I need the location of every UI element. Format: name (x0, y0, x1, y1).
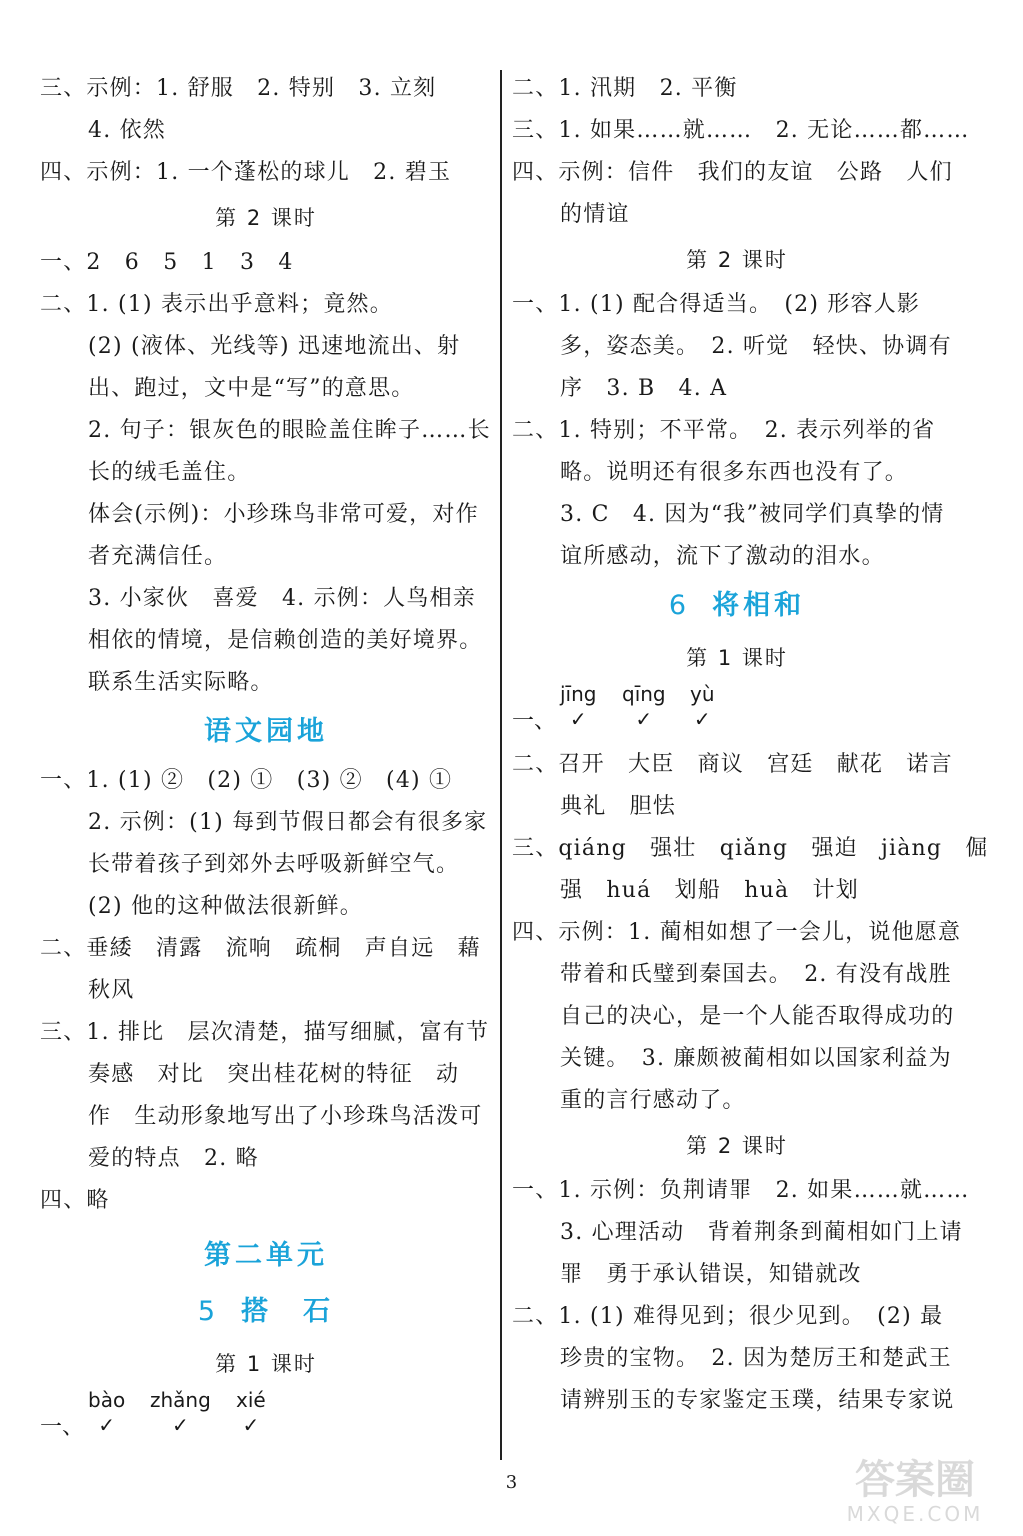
answer-line: 2. 句子：银灰色的眼睑盖住眸子……长 (88, 418, 491, 443)
answer-line: 奏感 对比 突出桂花树的特征 动 (88, 1062, 460, 1087)
answer-line: 四、略 (40, 1188, 110, 1213)
answer-line: 带着和氏璧到秦国去。 2. 有没有战胜 (560, 962, 952, 987)
right-answer-block (512, 68, 970, 578)
right-column (512, 68, 989, 1422)
answer-line: 二、1. (1) 难得见到；很少见到。 (2) 最 (512, 1304, 944, 1329)
lesson-name: 将相和 (712, 590, 806, 621)
pinyin-text: jīng (560, 682, 597, 706)
unit-title: 第二单元 (204, 1240, 328, 1271)
answer-line: 强 huá 划船 huà 计划 (560, 878, 859, 903)
pinyin-answer-row (512, 682, 962, 744)
answer-line: 三、示例：1. 舒服 2. 特别 3. 立刻 (40, 76, 437, 101)
lesson-heading: 第 1 课时 (686, 646, 788, 670)
checkmark-icon: ✓ (242, 1413, 260, 1437)
pinyin-item (88, 1388, 125, 1436)
answer-line: 序 3. B 4. A (560, 376, 728, 401)
checkmark-icon: ✓ (693, 707, 711, 731)
pinyin-item (560, 682, 596, 730)
answer-line: 谊所感动，流下了激动的泪水。 (560, 544, 885, 569)
answer-line: (2) (液体、光线等) 迅速地流出、射 (88, 334, 461, 359)
pinyin-text: zhǎng (150, 1388, 211, 1412)
answer-line: 三、1. 排比 层次清楚，描写细腻，富有节 (40, 1020, 490, 1045)
watermark-text: 答案圈 (855, 1457, 975, 1503)
checkmark-icon: ✓ (635, 707, 653, 731)
answer-line: 罪 勇于承认错误，知错就改 (560, 1262, 862, 1287)
right-answer-block-2 (512, 744, 989, 1122)
page-number: 3 (505, 1472, 518, 1493)
pinyin-text: qīng (622, 682, 666, 706)
lesson-5-title (40, 1284, 492, 1340)
answer-line: 2. 示例：(1) 每到节假日都会有很多家 (88, 810, 488, 835)
answer-line: 一、1. 示例：负荆请罪 2. 如果……就…… (512, 1178, 970, 1203)
answer-line: 二、召开 大臣 商议 宫廷 献花 诺言 (512, 752, 953, 777)
lesson-name: 搭 石 (241, 1296, 335, 1327)
lesson-heading: 第 1 课时 (215, 1352, 317, 1376)
answer-line: 二、1. 特别；不平常。 2. 表示列举的省 (512, 418, 936, 443)
lesson-heading: 第 2 课时 (686, 1134, 788, 1158)
answer-line: 出、跑过，文中是“写”的意思。 (88, 376, 415, 401)
answer-line: 四、示例：1. 一个蓬松的球儿 2. 碧玉 (40, 160, 452, 185)
answer-line: 爱的特点 2. 略 (88, 1146, 259, 1171)
section-title-yuwen-yuandi: 语文园地 (204, 716, 328, 747)
answer-line: 长带着孩子到郊外去呼吸新鲜空气。 (88, 852, 460, 877)
answer-line: 者充满信任。 (88, 544, 228, 569)
checkmark-icon: ✓ (98, 1413, 115, 1437)
right-answer-block-3 (512, 1170, 970, 1422)
pinyin-answer-row (40, 1388, 492, 1450)
pinyin-item (690, 682, 715, 730)
answer-line: 二、垂緌 清露 流响 疏桐 声自远 藉 (40, 936, 481, 961)
answer-line: 相依的情境，是信赖创造的美好境界。 (88, 628, 483, 653)
answer-line: 三、1. 如果……就…… 2. 无论……都…… (512, 118, 970, 143)
answer-line: 自己的决心，是一个人能否取得成功的 (560, 1004, 955, 1029)
lesson-6-title (512, 578, 962, 634)
answer-line: 重的言行感动了。 (560, 1088, 746, 1113)
answer-line: 3. 小家伙 喜爱 4. 示例：人鸟相亲 (88, 586, 476, 611)
answer-line: 一、1. (1) 配合得适当。 (2) 形容人影 (512, 292, 921, 317)
lesson-number: 5 (197, 1296, 220, 1327)
pinyin-item (236, 1388, 266, 1436)
question-label: 一、 (512, 709, 557, 734)
answer-line: 关键。 3. 廉颇被蔺相如以国家利益为 (560, 1046, 952, 1071)
answer-line: (2) 他的这种做法很新鲜。 (88, 894, 363, 919)
answer-line: 典礼 胆怯 (560, 794, 677, 819)
lesson-heading: 第 2 课时 (215, 206, 317, 230)
answer-line: 的情谊 (560, 202, 630, 227)
answer-line: 四、示例：1. 蔺相如想了一会儿，说他愿意 (512, 920, 962, 945)
answer-line: 4. 依然 (88, 118, 166, 143)
answer-line: 二、1. (1) 表示出乎意料；竟然。 (40, 292, 393, 317)
pinyin-text: yù (690, 682, 715, 706)
left-answer-block (40, 68, 492, 704)
pinyin-item (622, 682, 666, 730)
answer-line: 请辨别玉的专家鉴定玉璞，结果专家说 (560, 1388, 955, 1413)
question-label: 一、 (40, 1415, 85, 1440)
answer-line: 3. 心理活动 背着荆条到蔺相如门上请 (560, 1220, 963, 1245)
lesson-heading: 第 2 课时 (686, 248, 788, 272)
answer-line: 珍贵的宝物。 2. 因为楚厉王和楚武王 (560, 1346, 952, 1371)
answer-line: 多，姿态美。 2. 听觉 轻快、协调有 (560, 334, 952, 359)
answer-line: 作 生动形象地写出了小珍珠鸟活泼可 (88, 1104, 483, 1129)
answer-line: 一、1. (1) ② (2) ① (3) ② (4) ① (40, 768, 453, 793)
answer-line: 略。说明还有很多东西也没有了。 (560, 460, 909, 485)
pinyin-text: bào (88, 1388, 126, 1412)
answer-line: 一、2 6 5 1 3 4 (40, 250, 294, 275)
answer-line: 二、1. 汛期 2. 平衡 (512, 76, 738, 101)
answer-line: 四、示例：信件 我们的友谊 公路 人们 (512, 160, 953, 185)
lesson-number: 6 (668, 590, 691, 621)
watermark-url: MXQE.COM (846, 1502, 984, 1526)
watermark-logo (815, 1458, 1015, 1528)
pinyin-item (150, 1388, 211, 1436)
left-column (40, 68, 492, 1450)
answer-line: 体会(示例)：小珍珠鸟非常可爱，对作 (88, 502, 479, 527)
checkmark-icon: ✓ (569, 707, 587, 731)
answer-line: 3. C 4. 因为“我”被同学们真挚的情 (560, 502, 945, 527)
answer-line: 三、qiáng 强壮 qiǎng 强迫 jiàng 倔 (512, 836, 989, 861)
column-divider (500, 70, 502, 1460)
answer-line: 长的绒毛盖住。 (88, 460, 251, 485)
pinyin-text: xié (236, 1388, 266, 1412)
answer-line: 联系生活实际略。 (88, 670, 274, 695)
left-answer-block-2 (40, 760, 492, 1222)
answer-line: 秋风 (88, 978, 135, 1003)
checkmark-icon: ✓ (172, 1413, 189, 1437)
